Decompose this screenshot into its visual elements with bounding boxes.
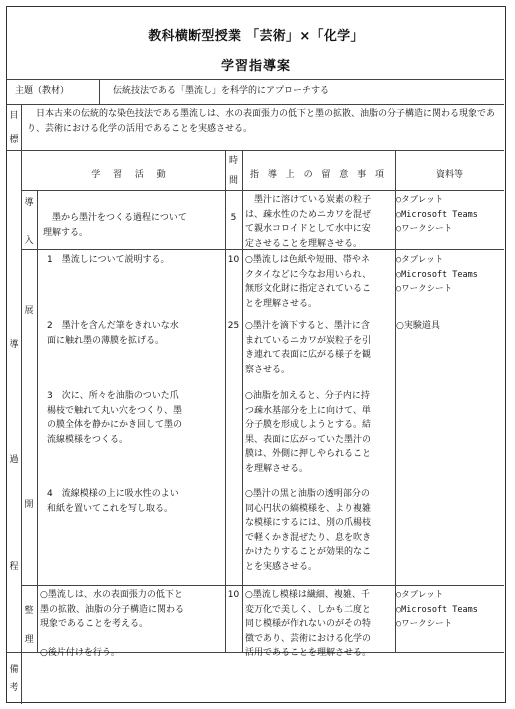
- header-time-2: 間: [228, 176, 238, 186]
- document-subtitle: 学習指導案: [220, 59, 291, 74]
- divider: [7, 150, 504, 151]
- document-title: 教科横断型授業 「芸術」×「化学」: [148, 29, 364, 44]
- section-process-2: 過: [9, 455, 19, 465]
- divider: [242, 150, 243, 652]
- objective-text: 日本古来の伝統的な染色技法である墨流しは、水の表面張力の低下と墨の拡散、油脂の分子構造に関わる現象であり、芸術における化学の活用であることを実感させる。: [27, 109, 496, 134]
- divider: [99, 79, 100, 104]
- header-time-1: 時: [228, 156, 238, 166]
- time-1: 10: [227, 255, 240, 265]
- objective-label-2: 標: [9, 135, 19, 145]
- notes-summary: ○墨流し模様は繊細、複雑、千 変万化で美しく、しかも二度と 同じ模様が作れないのがその特 徴であり、芸術における化学の 活用であることを理解させる。: [245, 590, 372, 658]
- notes-intro: 墨汁に溶けている炭素の粒子 は、疎水性のためニカワを混ぜ て親水コロイドとして水中に安 定させることを理解させる。: [245, 195, 372, 249]
- section-intro-1: 導: [24, 198, 34, 208]
- divider: [225, 150, 226, 652]
- materials-intro: ○タブレット ○Microsoft Teams ○ワークシート: [396, 195, 478, 234]
- time-summary: 10: [227, 590, 240, 600]
- section-dev-1: 展: [24, 306, 34, 316]
- materials-1: ○タブレット ○Microsoft Teams ○ワークシート: [396, 255, 478, 294]
- theme-text: 伝統技法である「墨流し」を科学的にアプローチする: [113, 86, 330, 96]
- section-dev-2: 開: [24, 500, 34, 510]
- activity-intro: 墨から墨汁をつくる過程について 理解する。: [43, 213, 187, 238]
- header-notes: 指 導 上 の 留 意 事 項: [249, 170, 388, 180]
- time-2: 25: [227, 321, 240, 331]
- activity-summary: ○墨流しは、水の表面張力の低下と 墨の拡散、油脂の分子構造に関わる 現象であることを考える。 ○後片付けを行う。: [40, 590, 185, 658]
- divider: [21, 190, 504, 191]
- section-process-1: 導: [9, 340, 19, 350]
- notes-4: ○墨汁の黒と油脂の透明部分の 同心円状の縞模様を、より複雑 な模様にするには、別の爪楊枝 で軽くかき混ぜたり、息を吹き かけたりすることが効果的なこ とを実感させる。: [245, 489, 372, 572]
- activity-3: 3 次に、所々を油脂のついた爪 楊枝で触れて丸い穴をつくり、墨 の膜全体を静かにかき回して墨の 流線模様をつくる。: [47, 391, 183, 445]
- divider: [7, 104, 504, 105]
- section-summary-2: 理: [24, 635, 34, 645]
- section-intro-2: 入: [24, 236, 34, 246]
- theme-label: 主題（教材）: [15, 86, 70, 96]
- section-remarks-2: 考: [9, 683, 19, 693]
- divider: [7, 79, 504, 80]
- objective-label-1: 目: [9, 111, 19, 121]
- activity-4: 4 流線模様の上に吸水性のよい 和紙を置いてこれを写し取る。: [47, 489, 179, 514]
- divider: [37, 190, 38, 652]
- divider: [21, 585, 504, 586]
- section-summary-1: 整: [24, 606, 34, 616]
- notes-3: ○油脂を加えると、分子内に持 つ疎水基部分を上に向けて、単 分子膜を形成しようとする。結 果、表面に広がっていた墨汁の 膜は、外側に押しやられること を理解させる。: [245, 391, 372, 474]
- notes-2: ○墨汁を滴下すると、墨汁に含 まれているニカワが炭粒子を引 き連れて表面に広がる様子を観 察させる。: [245, 321, 372, 375]
- activity-1: 1 墨流しについて説明する。: [47, 255, 170, 265]
- activity-2: 2 墨汁を含んだ筆をきれいな水 面に触れ墨の薄膜を拡げる。: [47, 321, 179, 346]
- materials-2: ○実験道具: [396, 321, 440, 331]
- header-materials: 資料等: [435, 170, 463, 180]
- materials-summary: ○タブレット ○Microsoft Teams ○ワークシート: [396, 590, 478, 629]
- header-activity: 学 習 活 動: [91, 170, 171, 180]
- notes-1: ○墨流しは色紙や短冊、帯やネ クタイなどに今なお用いられ、 無形文化財に指定されているこ とを理解させる。: [245, 255, 372, 309]
- lesson-plan-sheet: [6, 6, 506, 703]
- time-intro: 5: [230, 213, 237, 223]
- section-process-3: 程: [9, 562, 19, 572]
- section-remarks-1: 備: [9, 665, 19, 675]
